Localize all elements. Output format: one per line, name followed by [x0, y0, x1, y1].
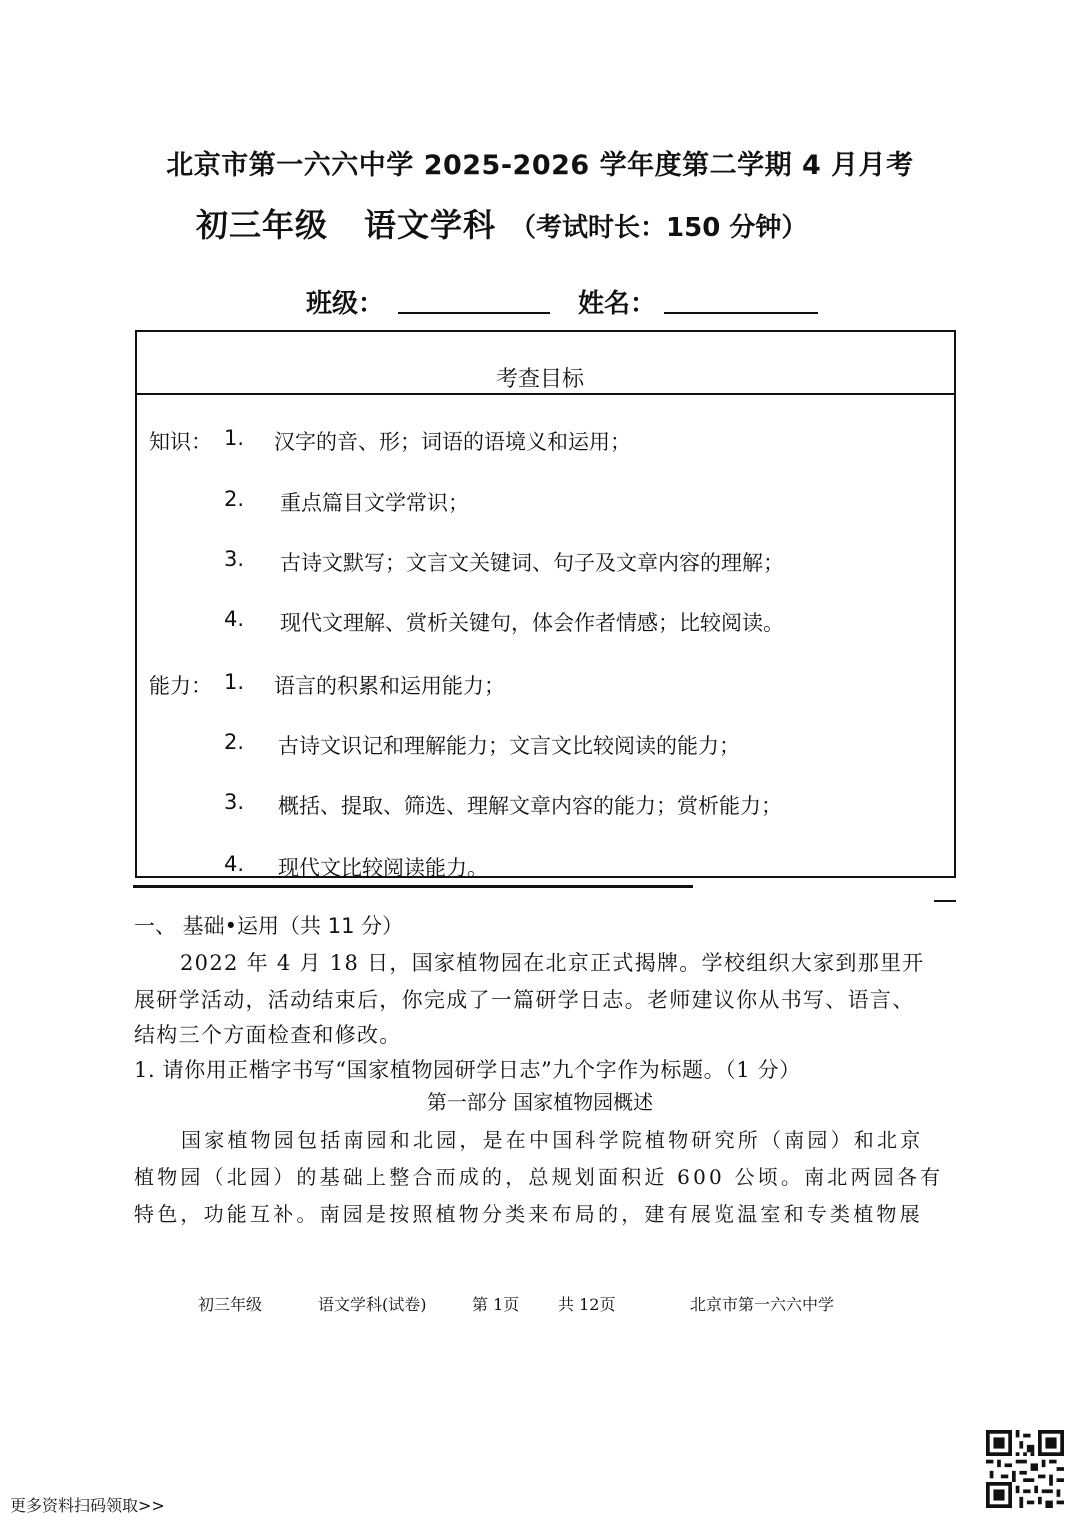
- duration-label: （考试时长：150 分钟）: [510, 213, 808, 243]
- knowledge-num-2: 2.: [224, 487, 245, 511]
- name-blank[interactable]: [664, 312, 818, 314]
- knowledge-item-4: 现代文理解、赏析关键句，体会作者情感；比较阅读。: [280, 611, 784, 635]
- section-1-heading: 一、 基础•运用（共 11 分）: [134, 914, 404, 938]
- body-line-2: 植物园（北园）的基础上整合而成的，总规划面积近 600 公顷。南北两园各有: [134, 1165, 944, 1189]
- ability-num-3: 3.: [224, 790, 245, 814]
- question-1: 1. 请你用正楷字书写“国家植物园研学日志”九个字作为标题。（1 分）: [134, 1058, 801, 1082]
- ability-item-3: 概括、提取、筛选、理解文章内容的能力；赏析能力；: [278, 794, 782, 818]
- intro-line-1: 2022 年 4 月 18 日，国家植物园在北京正式揭牌。学校组织大家到那里开: [180, 951, 925, 975]
- intro-line-2: 展研学活动，活动结束后，你完成了一篇研学日志。老师建议你从书写、语言、: [134, 988, 915, 1012]
- footer-grade: 初三年级: [198, 1295, 263, 1314]
- exam-subtitle: [196, 200, 807, 246]
- intro-line-3: 结构三个方面检查和修改。: [134, 1023, 402, 1047]
- class-blank[interactable]: [398, 312, 550, 314]
- knowledge-num-1: 1.: [224, 426, 245, 450]
- grade-label: 初三年级: [196, 206, 329, 244]
- ability-num-4: 4.: [224, 852, 245, 876]
- part-1-title: 第一部分 国家植物园概述: [426, 1090, 654, 1114]
- ability-item-2: 古诗文识记和理解能力；文言文比较阅读的能力；: [278, 734, 740, 758]
- ability-item-1: 语言的积累和运用能力；: [274, 674, 505, 698]
- knowledge-label: 知识：: [149, 430, 212, 454]
- footer-school: 北京市第一六六中学: [690, 1295, 835, 1314]
- knowledge-num-4: 4.: [224, 607, 245, 631]
- knowledge-item-1: 汉字的音、形；词语的语境义和运用；: [274, 430, 631, 454]
- exam-title: 北京市第一六六中学 2025-2026 学年度第二学期 4 月月考: [166, 150, 914, 181]
- knowledge-num-3: 3.: [224, 547, 245, 571]
- ability-label: 能力：: [149, 674, 212, 698]
- ability-item-4: 现代文比较阅读能力。: [278, 856, 488, 880]
- knowledge-item-2: 重点篇目文学常识；: [280, 491, 469, 515]
- name-label: 姓名：: [578, 289, 657, 319]
- goals-title: 考查目标: [495, 367, 584, 392]
- subject-label: 语文学科: [364, 206, 497, 244]
- footer-page: 第 1页: [472, 1295, 520, 1314]
- footer-subject: 语文学科(试卷): [318, 1295, 427, 1314]
- watermark-text[interactable]: 更多资料扫码领取>>: [10, 1496, 165, 1515]
- qr-code-icon[interactable]: [986, 1430, 1064, 1508]
- body-line-1: 国家植物园包括南园和北园，是在中国科学院植物研究所（南园）和北京: [181, 1128, 924, 1152]
- body-line-3: 特色，功能互补。南园是按照植物分类来布局的，建有展览温室和专类植物展: [134, 1202, 923, 1226]
- ability-num-1: 1.: [224, 670, 245, 694]
- goals-bottom-tick: [934, 900, 956, 902]
- knowledge-item-3: 古诗文默写；文言文关键词、句子及文章内容的理解；: [280, 551, 784, 575]
- class-label: 班级：: [306, 289, 385, 319]
- goals-bottom-rule: [133, 885, 693, 888]
- goals-header-divider: [135, 393, 956, 395]
- ability-num-2: 2.: [224, 730, 245, 754]
- footer-total: 共 12页: [558, 1295, 616, 1314]
